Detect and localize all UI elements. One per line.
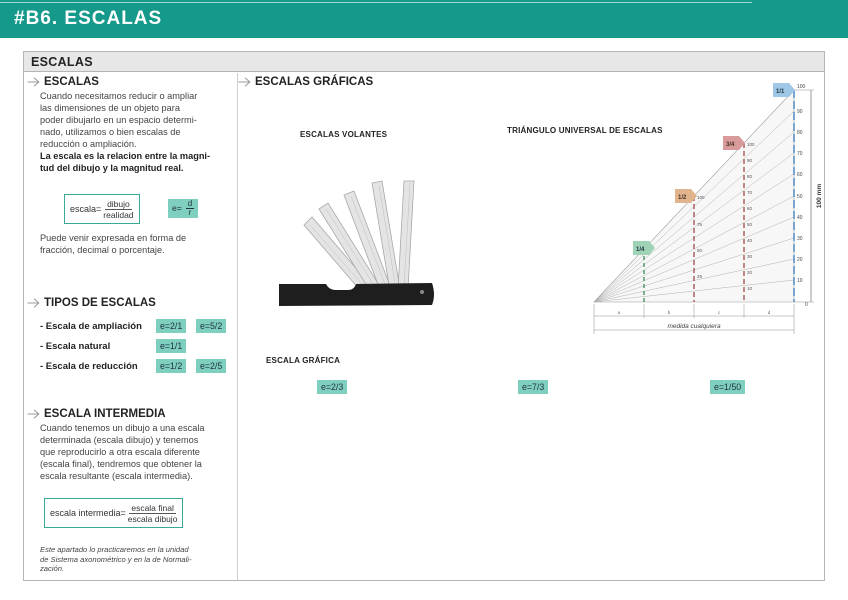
tick-label: 80 xyxy=(797,130,803,136)
chip-reduccion-2: e=2/5 xyxy=(196,359,226,373)
grafica-chip-3: e=1/50 xyxy=(710,380,745,394)
section-graficas-title xyxy=(238,76,373,88)
tick-label: 0 xyxy=(805,302,808,308)
scale-tag-label: 1/2 xyxy=(678,195,687,201)
note-line: de Sistema axonométrico y en la de Normali- xyxy=(40,554,192,564)
escalas-line: poder dibujarlo en un espacio determi- xyxy=(40,115,197,125)
escalas-volantes-image xyxy=(274,177,439,317)
chip-natural: e=1/1 xyxy=(156,339,186,353)
intermedia-text xyxy=(40,422,231,482)
short-formula-numerator: d xyxy=(187,198,193,208)
intermedia-line: determinada (escala dibujo) y tenemos xyxy=(40,435,199,445)
tick-label: 20 xyxy=(747,270,753,275)
tick-label: 10 xyxy=(797,278,803,284)
tick-label: 20 xyxy=(797,257,803,263)
escalas-line: reducción o ampliación. xyxy=(40,139,137,149)
tick-label: 30 xyxy=(747,254,753,259)
tick-label: 80 xyxy=(747,174,753,179)
tick-label: 70 xyxy=(797,151,803,157)
section-tipos-title xyxy=(27,297,156,309)
bottom-mark: d xyxy=(767,310,771,315)
tick-label: 40 xyxy=(747,238,753,243)
section-tipos-label: TIPOS DE ESCALAS xyxy=(44,297,156,309)
arrow-right-icon xyxy=(27,298,40,308)
escalas-definition: tud del dibujo y la magnitud real. xyxy=(40,163,184,173)
triangulo-title: TRIÁNGULO UNIVERSAL DE ESCALAS xyxy=(507,126,663,135)
intermedia-formula-label: escala intermedia= xyxy=(50,508,126,518)
tick-label: 90 xyxy=(747,158,753,163)
header-rule xyxy=(0,2,752,3)
escalas-line: las dimensiones de un objeto para xyxy=(40,103,180,113)
expression-line: Puede venir expresada en forma de xyxy=(40,233,187,243)
formula-fraction xyxy=(103,199,133,220)
tick-label: 50 xyxy=(697,248,703,253)
panel-title: ESCALAS xyxy=(24,52,824,72)
bottom-marks xyxy=(618,310,771,315)
escalas-intro xyxy=(40,90,231,174)
scale-tag-label: 1/4 xyxy=(636,247,645,253)
short-formula-denominator: r xyxy=(188,207,192,217)
section-intermedia-label: ESCALA INTERMEDIA xyxy=(44,408,166,420)
page-title: #B6. ESCALAS xyxy=(14,8,163,29)
chip-ampliacion-2: e=5/2 xyxy=(196,319,226,333)
intermedia-denominator: escala dibujo xyxy=(127,513,178,524)
intermedia-formula-box xyxy=(44,498,183,528)
short-formula-chip xyxy=(168,199,198,218)
expression-line: fracción, decimal o porcentaje. xyxy=(40,245,165,255)
section-escalas-label: ESCALAS xyxy=(44,76,99,88)
escalas-line: nado, utilizamos o bien escalas de xyxy=(40,127,181,137)
grafica-chip-1: e=2/3 xyxy=(317,380,347,394)
short-formula xyxy=(168,198,198,218)
tick-label: 30 xyxy=(797,236,803,242)
tick-label: 100 xyxy=(697,195,705,200)
escalas-line: Cuando necesitamos reducir o ampliar xyxy=(40,91,198,101)
tick-label: 50 xyxy=(797,194,803,200)
tick-label: 100 xyxy=(747,142,755,147)
tipo-natural-label: - Escala natural xyxy=(40,341,111,352)
intermedia-formula-fraction xyxy=(128,503,178,524)
tick-label: 90 xyxy=(797,109,803,115)
escalas-panel xyxy=(23,51,825,581)
tick-label: 40 xyxy=(797,215,803,221)
intermedia-numerator: escala final xyxy=(131,502,174,513)
volantes-title: ESCALAS VOLANTES xyxy=(300,130,388,139)
column-divider xyxy=(237,73,238,580)
arrow-right-icon xyxy=(27,77,40,87)
bottom-mark: c xyxy=(717,310,721,315)
tick-label: 25 xyxy=(697,274,703,279)
chip-reduccion-1: e=1/2 xyxy=(156,359,186,373)
note-line: Este apartado lo practicaremos en la unidad xyxy=(40,545,189,554)
intermedia-line: que reproducirlo a otra escala diferente xyxy=(40,447,200,457)
formula-numerator: dibujo xyxy=(107,198,130,209)
tick-label: 50 xyxy=(747,222,753,227)
bottom-mark: b xyxy=(667,310,671,315)
escala-formula-box xyxy=(64,194,140,224)
tick-label: 60 xyxy=(747,206,753,211)
scale-tag-label: 1/1 xyxy=(776,89,785,95)
triangulo-universal-diagram xyxy=(589,82,824,337)
escalas-definition: La escala es la relacion entre la magni- xyxy=(40,151,211,161)
arrow-right-icon xyxy=(238,77,251,87)
ruler-handle xyxy=(279,283,434,306)
escala-grafica-title: ESCALA GRÁFICA xyxy=(266,356,341,365)
scale-tag-label: 3/4 xyxy=(726,142,735,148)
short-formula-fraction xyxy=(186,200,194,217)
tick-label: 60 xyxy=(797,172,803,178)
tick-label: 10 xyxy=(747,286,753,291)
intermedia-line: Cuando tenemos un dibujo a una escala xyxy=(40,423,205,433)
short-formula-label: e= xyxy=(172,203,182,213)
note-line: zación. xyxy=(40,564,65,573)
grafica-chip-2: e=7/3 xyxy=(518,380,548,394)
tick-label: 75 xyxy=(697,222,703,227)
tick-label: 100 xyxy=(797,84,806,90)
rivet-icon xyxy=(420,290,424,294)
page-header xyxy=(0,0,848,38)
intermedia-line: (escala final), tendremos que obtener la xyxy=(40,459,202,469)
formula-label: escala= xyxy=(70,204,102,214)
medida-cualquiera-label: medida cualquiera xyxy=(667,323,721,330)
section-intermedia-title xyxy=(27,408,166,420)
tick-label: 70 xyxy=(747,190,753,195)
escalas-expression xyxy=(40,232,231,256)
intermedia-line: escala resultante (escala intermedia). xyxy=(40,471,193,481)
arrow-right-icon xyxy=(27,409,40,419)
tipo-reduccion-label: - Escala de reducción xyxy=(40,361,138,372)
chip-ampliacion-1: e=2/1 xyxy=(156,319,186,333)
bottom-mark: a xyxy=(617,310,621,315)
formula-denominator: realidad xyxy=(103,209,134,220)
section-escalas-title xyxy=(27,76,99,88)
section-graficas-label: ESCALAS GRÁFICAS xyxy=(255,76,374,88)
intermedia-note xyxy=(40,545,232,574)
tipo-ampliacion-label: - Escala de ampliación xyxy=(40,321,142,332)
axis-100mm-label: 100 mm xyxy=(816,183,823,209)
